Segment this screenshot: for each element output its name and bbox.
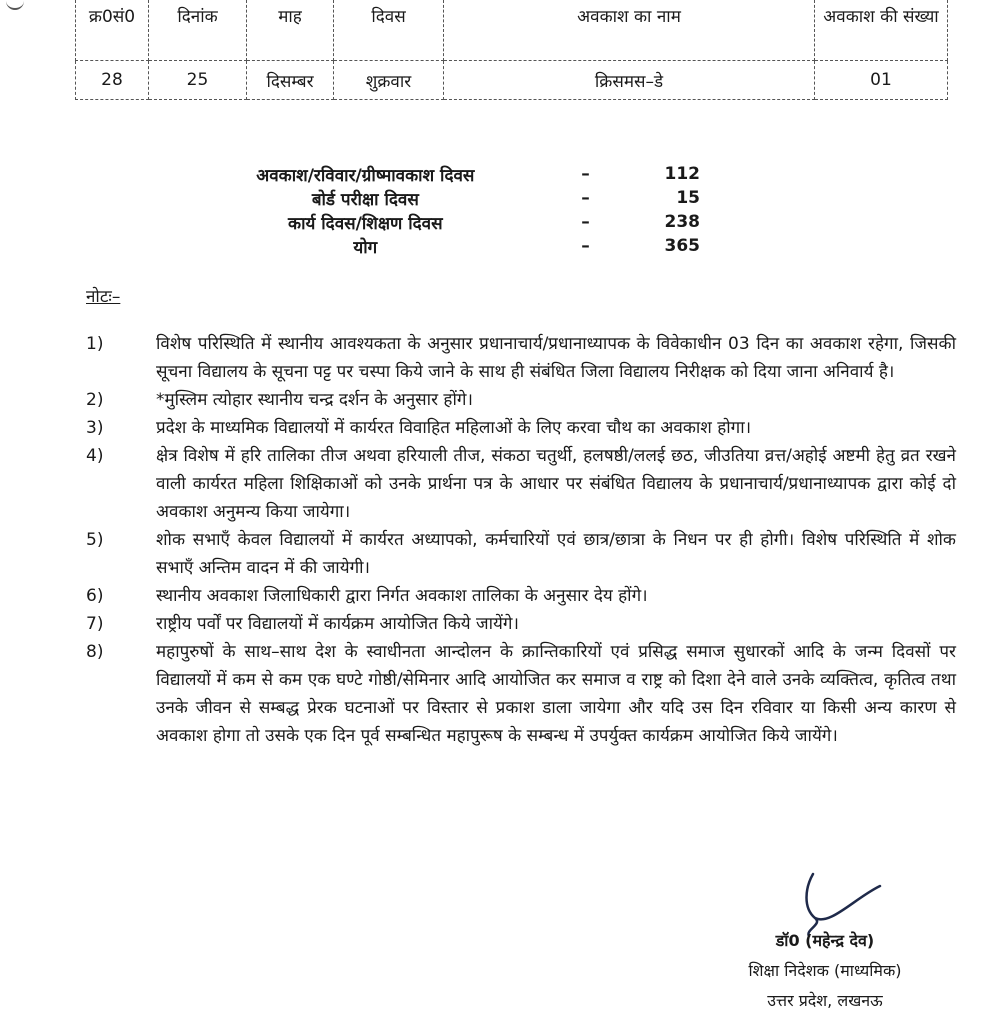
summary-row-board-exam bbox=[200, 186, 700, 210]
note-item bbox=[86, 526, 956, 582]
note-text: स्थानीय अवकाश जिलाधिकारी द्वारा निर्गत अवकाश तालिका के अनुसार देय होंगे। bbox=[156, 586, 648, 606]
summary-label: बोर्ड परीक्षा दिवस bbox=[311, 189, 419, 210]
note-number: 8) bbox=[86, 642, 104, 662]
note-text: शोक सभाएँ केवल विद्यालयों में कार्यरत अध्यापको, कर्मचारियों एवं छात्र/छात्रा के निधन पर ही होगी। विशेष परिस्थिति में शोक सभाएँ अन्तिम वादन में की जायेगी। bbox=[156, 530, 956, 578]
summary-row-working-days bbox=[200, 210, 700, 234]
note-item bbox=[86, 610, 956, 638]
note-number: 3) bbox=[86, 418, 104, 438]
cell-holiday-name: क्रिसमस–डे bbox=[444, 61, 815, 100]
notes-list bbox=[86, 330, 956, 750]
note-number: 4) bbox=[86, 446, 104, 466]
note-text: प्रदेश के माध्यमिक विद्यालयों में कार्यरत विवाहित महिलाओं के लिए करवा चौथ का अवकाश होगा। bbox=[156, 418, 752, 438]
summary-dash: – bbox=[581, 236, 590, 256]
signatory-location: उत्तर प्रदेश, लखनऊ bbox=[767, 991, 883, 1010]
note-item bbox=[86, 386, 956, 414]
summary-label: अवकाश/रविवार/ग्रीष्मावकाश दिवस bbox=[256, 165, 475, 186]
note-text: क्षेत्र विशेष में हरि तालिका तीज अथवा हरियाली तीज, संकठा चतुर्थी, हलषष्ठी/ललई छठ, जीउतिया व्रत्त/अहोई अष्टमी हेतु व्रत रखने वाली कार्यरत महिला शिक्षिकाओं को उनके प्रार्थना पत्र के आधार पर संबंधित विद्यालय के प्रधानाचार्य/प्रधानाध्यापक द्वारा कोई दो अवकाश अनुमन्य किया जायेगा। bbox=[156, 446, 956, 522]
cell-day: शुक्रवार bbox=[334, 61, 444, 100]
header-holiday-name: अवकाश का नाम bbox=[444, 0, 815, 61]
note-number: 2) bbox=[86, 390, 104, 410]
note-item bbox=[86, 330, 956, 386]
note-text: *मुस्लिम त्योहार स्थानीय चन्द्र दर्शन के अनुसार होंगे। bbox=[156, 390, 473, 410]
summary-row-holidays bbox=[200, 162, 700, 186]
summary-row-total bbox=[200, 234, 700, 258]
header-day: दिवस bbox=[334, 0, 444, 61]
holiday-table bbox=[75, 0, 948, 100]
cell-holiday-count: 01 bbox=[815, 61, 948, 100]
summary-dash: – bbox=[581, 164, 590, 184]
cell-month: दिसम्बर bbox=[247, 61, 334, 100]
table-row bbox=[76, 61, 948, 100]
summary-label: कार्य दिवस/शिक्षण दिवस bbox=[288, 213, 443, 234]
cell-date: 25 bbox=[149, 61, 247, 100]
note-item bbox=[86, 582, 956, 610]
signatory-name: डॉ0 (महेन्द्र देव) bbox=[775, 931, 875, 950]
note-number: 7) bbox=[86, 614, 104, 634]
notes-heading: नोटः– bbox=[86, 287, 121, 307]
days-summary bbox=[200, 162, 700, 258]
note-item bbox=[86, 442, 956, 526]
note-text: विशेष परिस्थिति में स्थानीय आवश्यकता के अनुसार प्रधानाचार्य/प्रधानाध्यापक के विवेकाधीन 03 दिन का अवकाश रहेगा, जिसकी सूचना विद्यालय के सूचना पट्ट पर चस्पा किये जाने के साथ ही संबंधित जिला विद्यालय निरीक्षक को दिया जाना अनिवार्य है। bbox=[156, 334, 956, 382]
page-corner-mark bbox=[6, 0, 24, 10]
header-date: दिनांक bbox=[149, 0, 247, 61]
note-item bbox=[86, 414, 956, 442]
summary-value: 365 bbox=[664, 236, 700, 256]
summary-dash: – bbox=[581, 188, 590, 208]
note-text: राष्ट्रीय पर्वों पर विद्यालयों में कार्यक्रम आयोजित किये जायेंगे। bbox=[156, 614, 519, 634]
signatory-designation: शिक्षा निदेशक (माध्यमिक) bbox=[748, 961, 902, 980]
note-item bbox=[86, 638, 956, 750]
note-number: 5) bbox=[86, 530, 104, 550]
header-sno: क्र0सं0 bbox=[76, 0, 149, 61]
summary-dash: – bbox=[581, 212, 590, 232]
summary-value: 15 bbox=[676, 188, 700, 208]
summary-label: योग bbox=[353, 237, 378, 258]
note-number: 6) bbox=[86, 586, 104, 606]
note-text: महापुरुषों के साथ–साथ देश के स्वाधीनता आन्दोलन के क्रान्तिकारियों एवं प्रसिद्ध समाज सुधारकों आदि के जन्म दिवसों पर विद्यालयों में कम से कम एक घण्टे गोष्ठी/सेमिनार आदि आयोजित कर समाज व राष्ट्र को दिशा देने वाले उनके व्यक्तित्व, कृतित्व तथा उनके जीवन से सम्बद्ध प्रेरक घटनाओं पर विस्तार से प्रकाश डाला जायेगा और यदि उस दिन रविवार या किसी अन्य कारण से अवकाश होगा तो उसके एक दिन पूर्व सम्बन्धित महापुरूष के सम्बन्ध में उपर्युक्त कार्यक्रम आयोजित किये जायेंगे। bbox=[156, 642, 956, 746]
table-header-row bbox=[76, 0, 948, 61]
summary-value: 238 bbox=[664, 212, 700, 232]
summary-value: 112 bbox=[664, 164, 700, 184]
note-number: 1) bbox=[86, 334, 104, 354]
cell-sno: 28 bbox=[76, 61, 149, 100]
header-month: माह bbox=[247, 0, 334, 61]
signatory-block bbox=[720, 926, 930, 1016]
header-holiday-count: अवकाश की संख्या bbox=[815, 0, 948, 61]
